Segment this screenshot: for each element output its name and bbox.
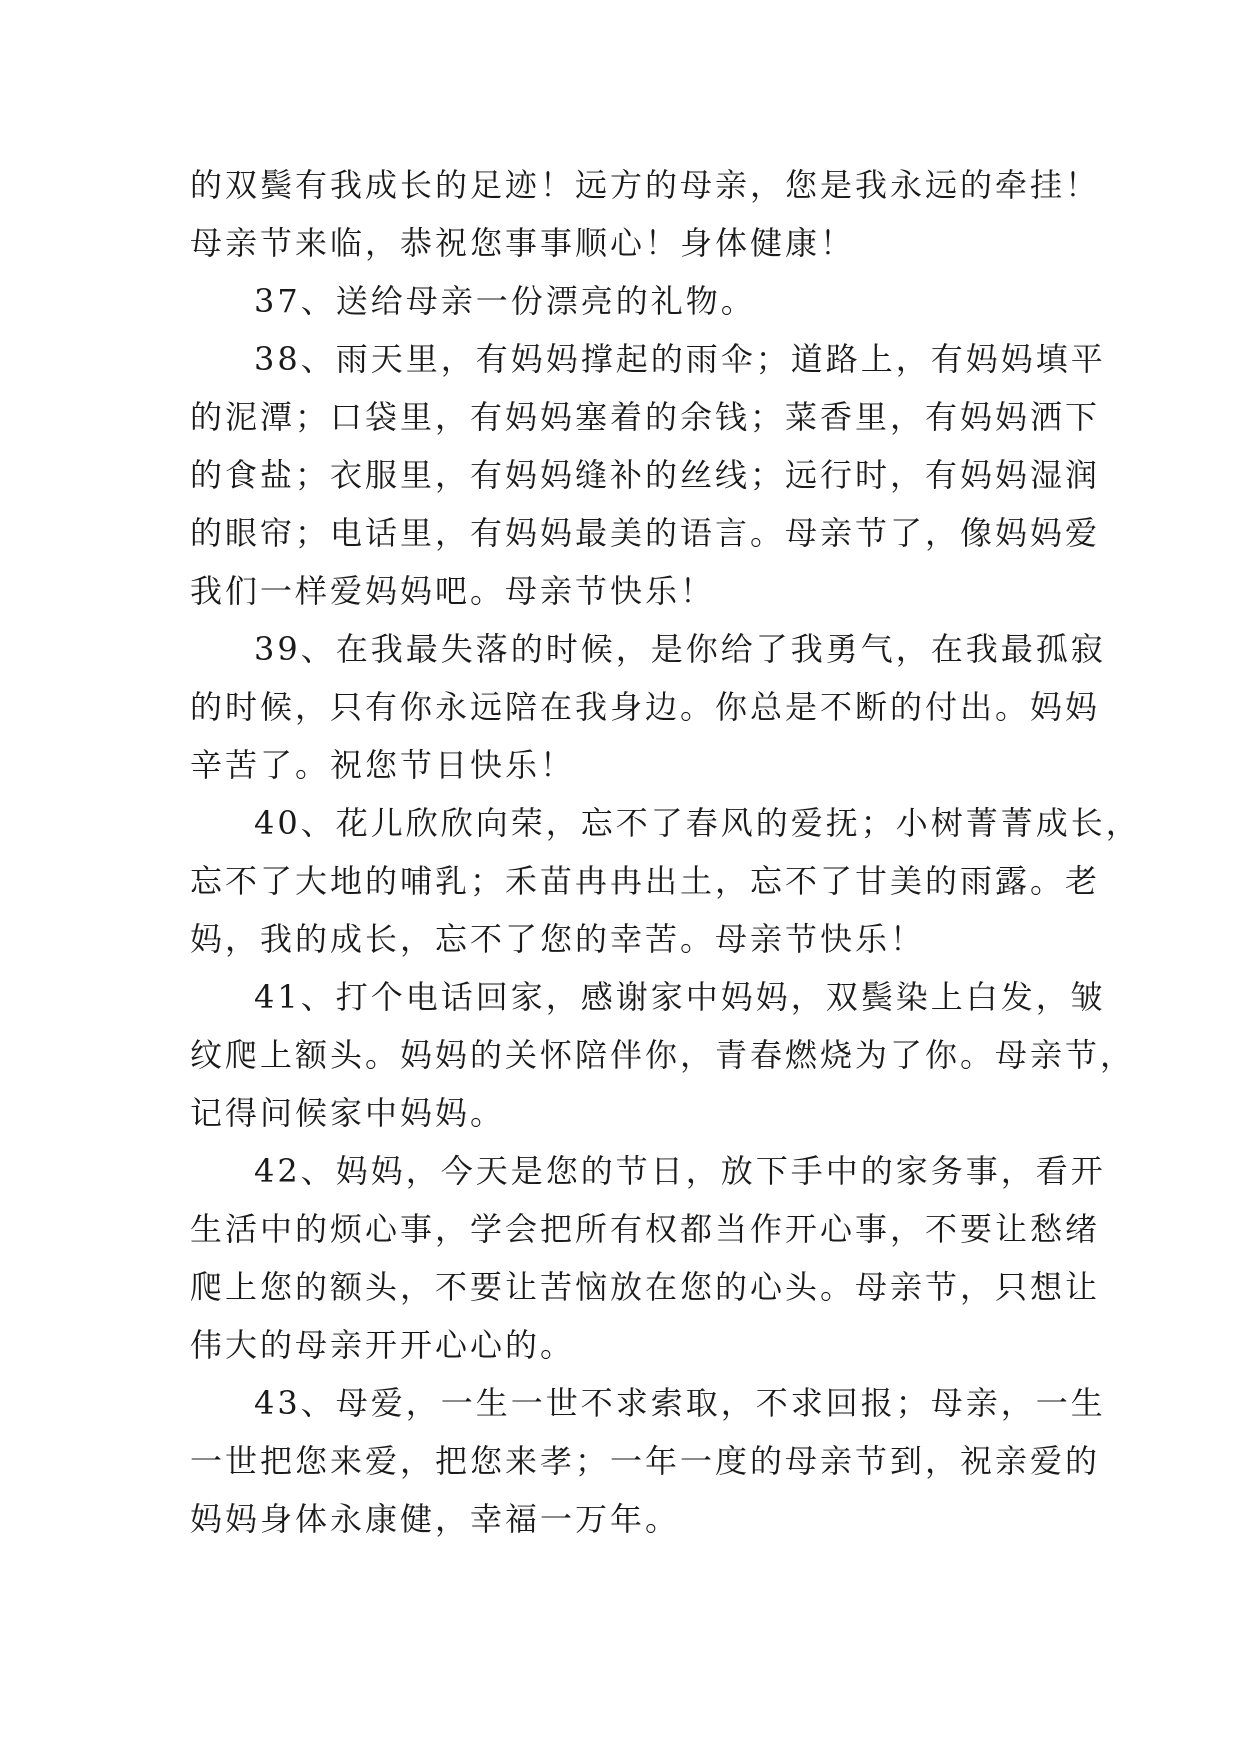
paragraph-40-line: 40、花儿欣欣向荣，忘不了春风的爱抚；小树菁菁成长， [254, 804, 1141, 842]
text-line: 的泥潭；口袋里，有妈妈塞着的余钱；菜香里，有妈妈洒下 [190, 398, 1101, 436]
text-line: 伟大的母亲开开心心的。 [190, 1326, 576, 1364]
text-line: 我们一样爱妈妈吧。母亲节快乐！ [190, 572, 716, 610]
paragraph-38-line: 38、雨天里，有妈妈撑起的雨伞；道路上，有妈妈填平 [254, 340, 1106, 378]
text-line: 纹爬上额头。妈妈的关怀陪伴你，青春燃烧为了你。母亲节， [190, 1036, 1136, 1074]
text-line: 妈，我的成长，忘不了您的幸苦。母亲节快乐！ [190, 920, 926, 958]
text-line: 的眼帘；电话里，有妈妈最美的语言。母亲节了，像妈妈爱 [190, 514, 1101, 552]
text-line: 记得问候家中妈妈。 [190, 1094, 506, 1132]
text-line: 的时候，只有你永远陪在我身边。你总是不断的付出。妈妈 [190, 688, 1101, 726]
paragraph-42-line: 42、妈妈，今天是您的节日，放下手中的家务事，看开 [254, 1152, 1106, 1190]
text-line: 一世把您来爱，把您来孝；一年一度的母亲节到，祝亲爱的 [190, 1442, 1101, 1480]
text-line: 妈妈身体永康健，幸福一万年。 [190, 1500, 681, 1538]
paragraph-37-line: 37、送给母亲一份漂亮的礼物。 [254, 282, 756, 320]
text-line: 的食盐；衣服里，有妈妈缝补的丝线；远行时，有妈妈湿润 [190, 456, 1101, 494]
paragraph-39-line: 39、在我最失落的时候，是你给了我勇气，在我最孤寂 [254, 630, 1106, 668]
text-line: 辛苦了。祝您节日快乐！ [190, 746, 576, 784]
paragraph-43-line: 43、母爱，一生一世不求索取，不求回报；母亲，一生 [254, 1384, 1106, 1422]
text-line: 爬上您的额头，不要让苦恼放在您的心头。母亲节，只想让 [190, 1268, 1101, 1306]
text-line: 生活中的烦心事，学会把所有权都当作开心事，不要让愁绪 [190, 1210, 1101, 1248]
text-line: 母亲节来临，恭祝您事事顺心！身体健康！ [190, 224, 856, 262]
text-line: 忘不了大地的哺乳；禾苗冉冉出土，忘不了甘美的雨露。老 [190, 862, 1101, 900]
text-line: 的双鬓有我成长的足迹！远方的母亲，您是我永远的牵挂！ [190, 166, 1101, 204]
document-body [190, 156, 1141, 1548]
paragraph-41-line: 41、打个电话回家，感谢家中妈妈，双鬓染上白发，皱 [254, 978, 1106, 1016]
